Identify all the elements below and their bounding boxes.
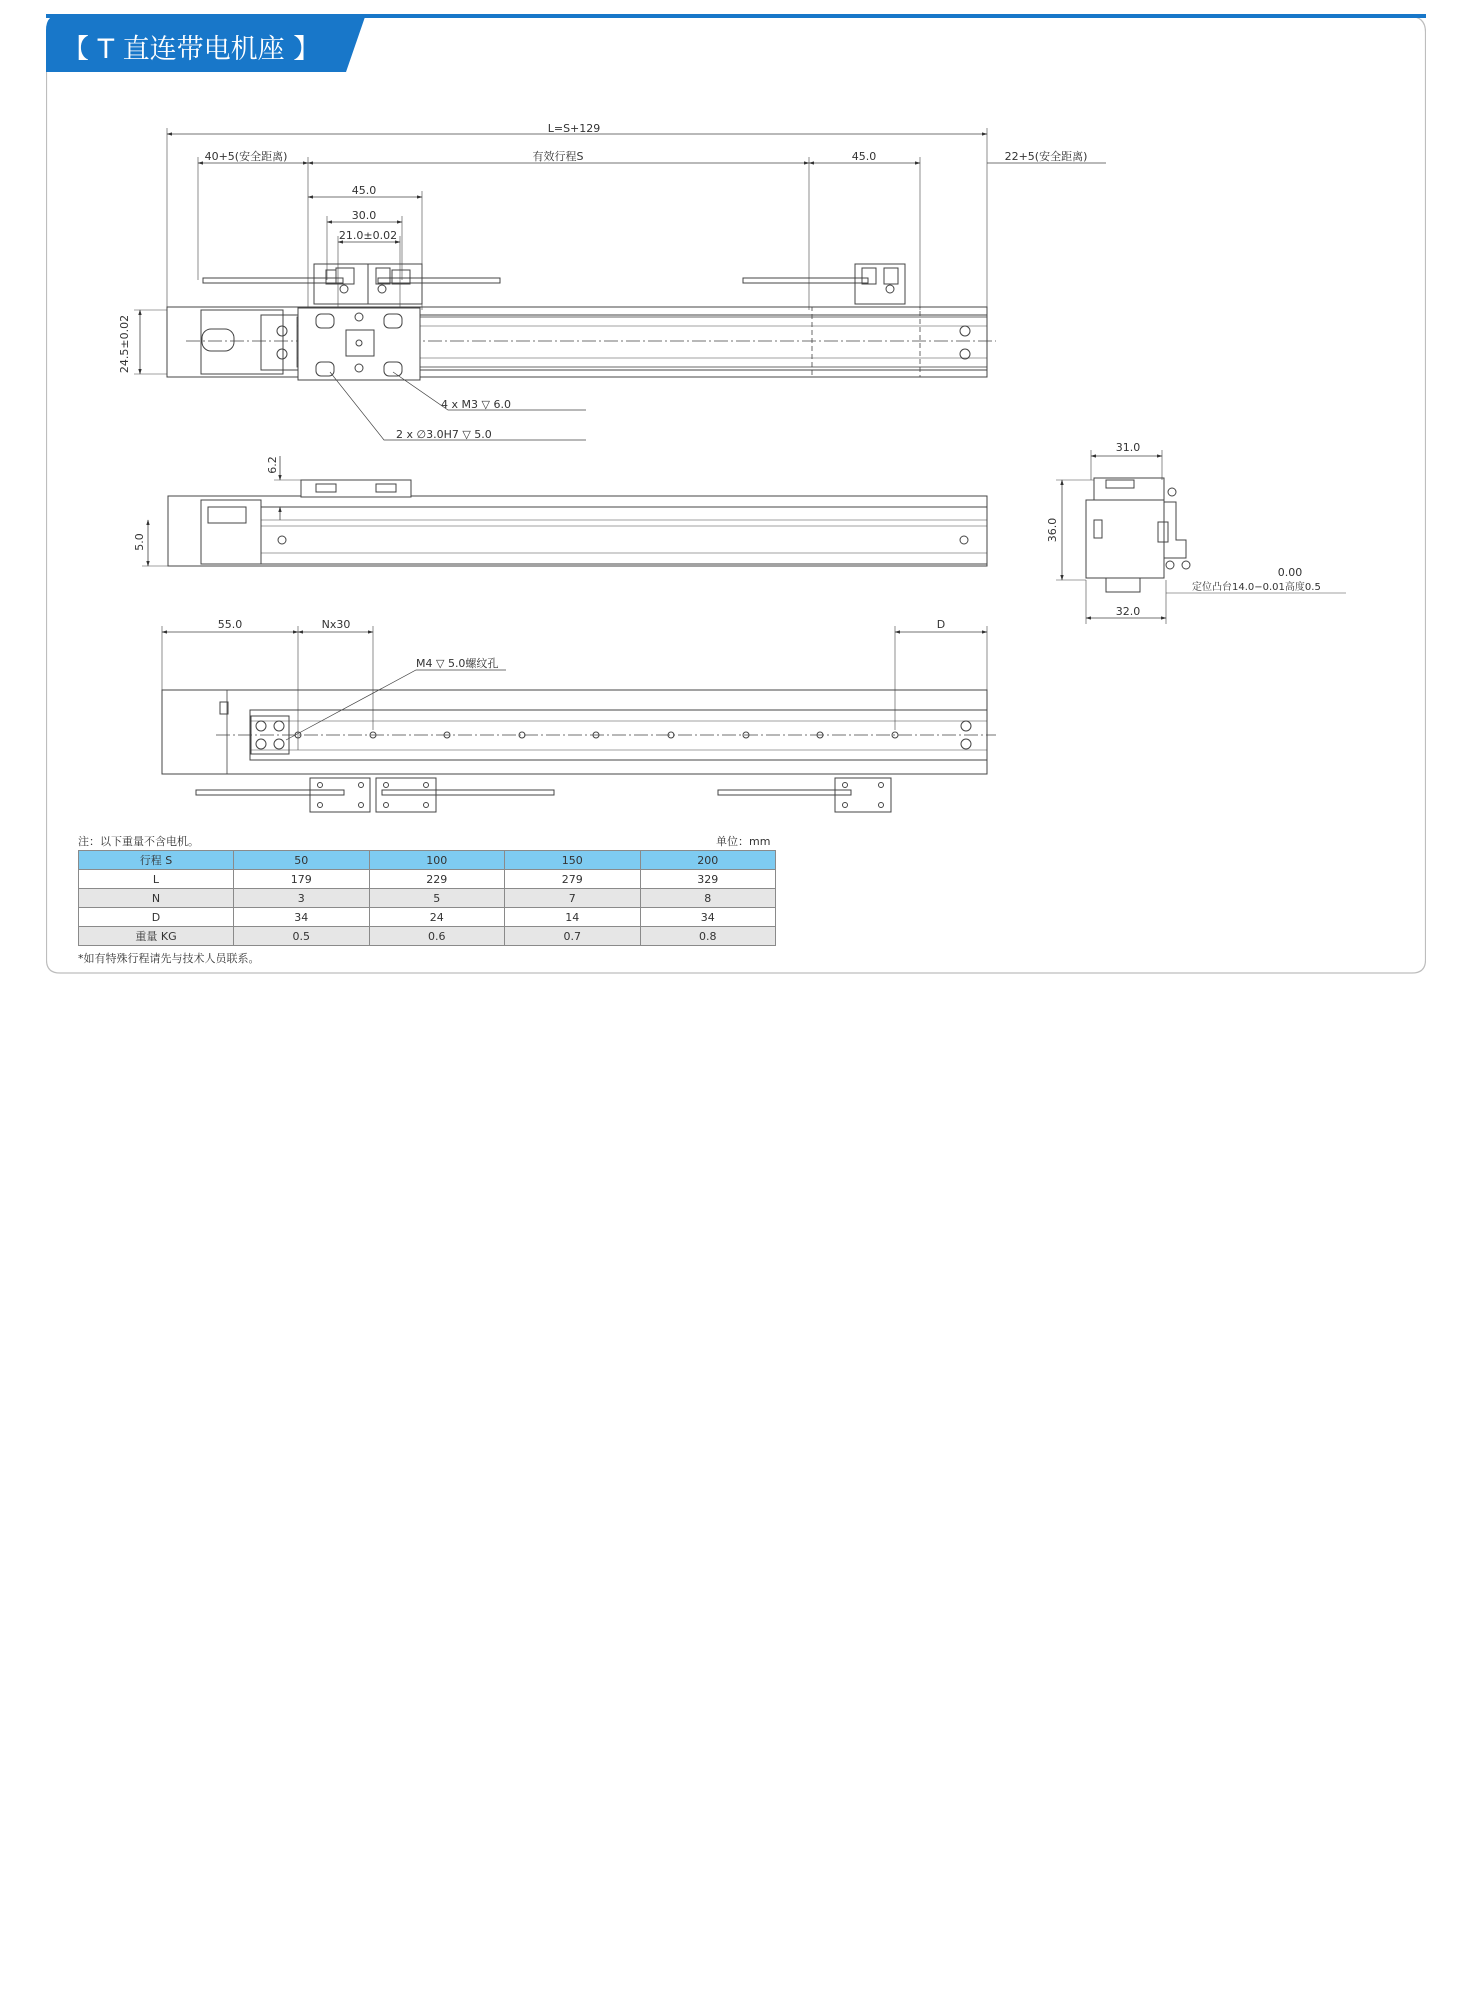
table-cell: 229: [369, 870, 505, 889]
technical-drawing: [46, 10, 1426, 974]
table-cell: D: [79, 908, 234, 927]
top-view: [134, 128, 1106, 440]
note-thread-holes: 4 x M3 ▽ 6.0: [441, 398, 511, 411]
table-cell: N: [79, 889, 234, 908]
table-cell: 5: [369, 889, 505, 908]
table-cell: 7: [505, 889, 641, 908]
table-cell: 8: [640, 889, 776, 908]
dim-hole-pitch: 30.0: [351, 209, 377, 222]
dim-height: 24.5±0.02: [118, 314, 131, 374]
table-header-cell: 行程 S: [79, 851, 234, 870]
dim-total-length: L=S+129: [547, 122, 601, 135]
table-cell: 0.7: [505, 927, 641, 946]
table-cell: 179: [234, 870, 370, 889]
bottom-view: [162, 626, 996, 812]
table-header-row: [79, 851, 776, 870]
weight-note: 注：以下重量不含电机。: [78, 835, 199, 848]
dim-carriage-width: 45.0: [351, 184, 377, 197]
dim-right-carriage: 45.0: [851, 150, 877, 163]
page-title: 【 T 直连带电机座 】: [62, 34, 321, 65]
table-cell: 14: [505, 908, 641, 927]
table-cell: 34: [640, 908, 776, 927]
dim-pin-pitch: 21.0±0.02: [338, 229, 398, 242]
dim-right-safety: 22+5(安全距离): [1004, 150, 1088, 163]
note-pin-holes: 2 x ∅3.0H7 ▽ 5.0: [396, 428, 492, 441]
table-row: [79, 870, 776, 889]
table-cell: 重量 KG: [79, 927, 234, 946]
table-cell: 329: [640, 870, 776, 889]
table-header-cell: 200: [640, 851, 776, 870]
dim-boss-tolerance: 0.00: [1277, 566, 1303, 579]
table-cell: 279: [505, 870, 641, 889]
table-cell: 3: [234, 889, 370, 908]
end-view: [1056, 450, 1346, 624]
footnote: *如有特殊行程请先与技术人员联系。: [78, 952, 260, 965]
table-cell: 0.6: [369, 927, 505, 946]
dim-end-offset: D: [936, 618, 946, 631]
table-row: [79, 889, 776, 908]
table-row: [79, 927, 776, 946]
dim-end-top-width: 31.0: [1115, 441, 1141, 454]
dim-top-offset: 6.2: [266, 456, 279, 474]
table-cell: 34: [234, 908, 370, 927]
dim-hole-pitch-n: Nx30: [321, 618, 351, 631]
table-cell: 24: [369, 908, 505, 927]
dim-left-offset: 55.0: [217, 618, 243, 631]
dim-end-height: 36.0: [1046, 517, 1059, 543]
table-row: [79, 908, 776, 927]
table-cell: 0.5: [234, 927, 370, 946]
dim-effective-stroke: 有效行程S: [532, 150, 584, 163]
dim-base-offset: 5.0: [133, 533, 146, 551]
table-header-cell: 50: [234, 851, 370, 870]
spec-table: [78, 850, 776, 946]
dim-left-safety: 40+5(安全距离): [204, 150, 288, 163]
unit-note: 单位：mm: [716, 835, 771, 848]
dim-end-bottom-width: 32.0: [1115, 605, 1141, 618]
table-cell: 0.8: [640, 927, 776, 946]
table-cell: L: [79, 870, 234, 889]
note-boss: 定位凸台14.0−0.01高度0.5: [1192, 582, 1321, 593]
note-m4-thread: M4 ▽ 5.0螺纹孔: [416, 657, 499, 670]
table-header-cell: 100: [369, 851, 505, 870]
drawing-panel: [46, 10, 1426, 974]
table-header-cell: 150: [505, 851, 641, 870]
